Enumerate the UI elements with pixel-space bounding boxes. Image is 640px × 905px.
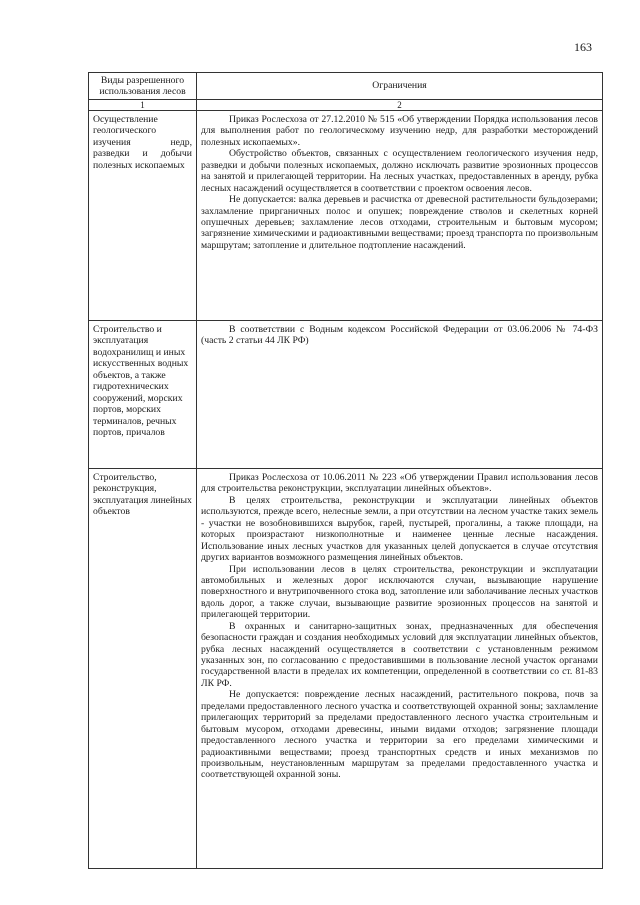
header-restrictions: Ограничения bbox=[197, 73, 603, 100]
restriction-paragraph: Приказ Рослесхоза от 27.12.2010 № 515 «Об утверждении Порядка использования лесов для выполнения работ по геологическому изучению недр, для разработки месторождений полезных ископаемых». bbox=[201, 114, 598, 148]
column-number-2: 2 bbox=[197, 100, 603, 111]
table-row bbox=[89, 321, 603, 469]
table-header-row bbox=[89, 73, 603, 100]
restriction-paragraph: Обустройство объектов, связанных с осуществлением геологического изучения недр, разведки и добычи полезных ископаемых, должно исключать развитие эрозионных процессов на занятой и прилегающей территории. На лесных участках, предоставленных в аренду, рубка лесных насаждений осуществляется в соответствии с проектом освоения лесов. bbox=[201, 148, 598, 194]
restriction-text bbox=[197, 321, 603, 469]
restriction-paragraph: Не допускается: повреждение лесных насаждений, растительного покрова, почв за пределами предоставленного лесного участка и соответствующей охранной зоны; захламление прилегающих территорий за пределами предоставленного лесного участка строительным и бытовым мусором, отходами древесины, иными видами отходов; загрязнение площади предоставленного лесного участка и территории за его пределами химическими и радиоактивными веществами; проезд транспортных средств и иных механизмов по произвольным, неустановленным маршрутам за пределами предоставленного участка и соответствующей охранной зоны. bbox=[201, 689, 598, 781]
column-number-1: 1 bbox=[89, 100, 197, 111]
header-kind: Виды разрешенного использования лесов bbox=[89, 73, 197, 100]
restriction-paragraph: Не допускается: валка деревьев и расчистка от древесной растительности бульдозерами; захламление прирганичных полос и опушек; повреждение стволов и скелетных корней опушечных деревьев; захламление лесов отходами, строительным и бытовым мусором; загрязнение химическими и радиоактивными веществами; проезд транспорта по произвольным маршрутам; затопление и длительное подтопление насаждений. bbox=[201, 194, 598, 251]
restriction-paragraph: При использовании лесов в целях строительства, реконструкции и эксплуатации автомобильных и железных дорог исключаются случаи, вызывающие нарушение поверхностного и внутрипочвенного стока вод, затопление или заболачивание лесных участков вдоль дорог, а также случаи, вызывающие развитие эрозионных процессов на занятой и прилегающей территории. bbox=[201, 563, 598, 621]
table-row bbox=[89, 469, 603, 869]
page-number: 163 bbox=[574, 40, 592, 54]
restriction-paragraph: Приказ Рослесхоза от 10.06.2011 № 223 «Об утверждении Правил использования лесов для строительства реконструкции, эксплуатации линейных объектов». bbox=[201, 472, 598, 495]
restriction-paragraph: В охранных и санитарно-защитных зонах, предназначенных для обеспечения безопасности граждан и создания необходимых условий для эксплуатации линейных объектов, рубка лесных насаждений осуществляется в соответствии с установленным режимом указанных зон, по согласованию с предоставившими в пользование лесной участок органами государственной власти в пределах их компетенции, определенной в соответствии со ст. 81-83 ЛК РФ. bbox=[201, 620, 598, 689]
forest-use-restrictions-table bbox=[88, 72, 603, 869]
restriction-text bbox=[197, 111, 603, 321]
use-kind: Строительство, реконструкция, эксплуатация линейных объектов bbox=[89, 469, 197, 869]
use-kind: Осуществление геологического изучения недр, разведки и добычи полезных ископаемых bbox=[89, 111, 197, 321]
restriction-paragraph: В целях строительства, реконструкции и эксплуатации линейных объектов используются, прежде всего, нелесные земли, а при отсутствии на лесном участке таких земель - участки не возобновившихся вырубок, гарей, пустырей, прогалины, а также площади, на которых произрастают низкополнотные и наименее ценные лесные насаждения. Использование иных лесных участков для указанных целей допускается в случае отсутствия других вариантов возможного размещения линейных объектов. bbox=[201, 494, 598, 564]
restriction-paragraph: В соответствии с Водным кодексом Российской Федерации от 03.06.2006 № 74-ФЗ (часть 2 статьи 44 ЛК РФ) bbox=[201, 324, 598, 347]
table-row bbox=[89, 111, 603, 321]
column-number-row bbox=[89, 100, 603, 111]
restriction-text bbox=[197, 469, 603, 869]
use-kind: Строительство и эксплуатация водохранилищ и иных искусственных водных объектов, а также гидротехнических сооружений, морских портов, морских терминалов, речных портов, причалов bbox=[89, 321, 197, 469]
